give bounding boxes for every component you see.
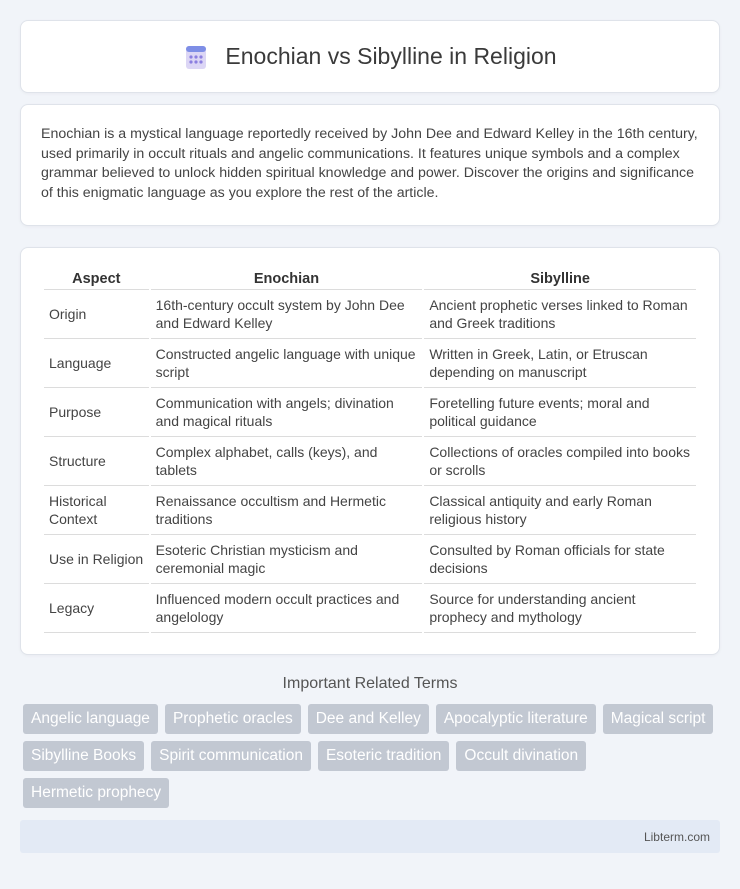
tag-dee-and-kelley[interactable]: Dee and Kelley bbox=[308, 704, 429, 734]
related-terms-list bbox=[20, 704, 720, 808]
tag-sibylline-books[interactable]: Sibylline Books bbox=[23, 741, 144, 771]
header-sibylline: Sibylline bbox=[424, 268, 696, 290]
tag-occult-divination[interactable]: Occult divination bbox=[456, 741, 586, 771]
table-header-row bbox=[44, 268, 696, 290]
table-row bbox=[44, 486, 696, 535]
cell-sibylline: Foretelling future events; moral and political guidance bbox=[424, 388, 696, 437]
document-icon bbox=[183, 44, 209, 70]
footer bbox=[20, 820, 720, 853]
cell-aspect: Use in Religion bbox=[44, 535, 149, 584]
cell-sibylline: Written in Greek, Latin, or Etruscan depending on manuscript bbox=[424, 339, 696, 388]
related-terms-heading: Important Related Terms bbox=[282, 675, 458, 692]
cell-enochian: Complex alphabet, calls (keys), and tablets bbox=[151, 437, 423, 486]
page-title: Enochian vs Sibylline in Religion bbox=[225, 43, 557, 69]
cell-aspect: Purpose bbox=[44, 388, 149, 437]
header-aspect: Aspect bbox=[44, 268, 149, 290]
tag-hermetic-prophecy[interactable]: Hermetic prophecy bbox=[23, 778, 169, 808]
cell-aspect: Historical Context bbox=[44, 486, 149, 535]
table-row bbox=[44, 584, 696, 633]
cell-sibylline: Collections of oracles compiled into books or scrolls bbox=[424, 437, 696, 486]
footer-site-link[interactable]: Libterm.com bbox=[643, 829, 710, 844]
cell-sibylline: Consulted by Roman officials for state decisions bbox=[424, 535, 696, 584]
intro-card bbox=[20, 104, 720, 226]
comparison-table-card bbox=[20, 247, 720, 655]
cell-enochian: Constructed angelic language with unique script bbox=[151, 339, 423, 388]
cell-enochian: Esoteric Christian mysticism and ceremonial magic bbox=[151, 535, 423, 584]
cell-sibylline: Classical antiquity and early Roman religious history bbox=[424, 486, 696, 535]
cell-enochian: Communication with angels; divination and magical rituals bbox=[151, 388, 423, 437]
table-row bbox=[44, 437, 696, 486]
cell-aspect: Legacy bbox=[44, 584, 149, 633]
table-row bbox=[44, 535, 696, 584]
comparison-table bbox=[42, 268, 698, 633]
tag-spirit-communication[interactable]: Spirit communication bbox=[151, 741, 311, 771]
cell-enochian: 16th-century occult system by John Dee and Edward Kelley bbox=[151, 290, 423, 339]
title-card bbox=[20, 20, 720, 93]
cell-aspect: Structure bbox=[44, 437, 149, 486]
tag-magical-script[interactable]: Magical script bbox=[603, 704, 714, 734]
table-row bbox=[44, 290, 696, 339]
table-row bbox=[44, 388, 696, 437]
tag-esoteric-tradition[interactable]: Esoteric tradition bbox=[318, 741, 449, 771]
tag-prophetic-oracles[interactable]: Prophetic oracles bbox=[165, 704, 301, 734]
cell-enochian: Renaissance occultism and Hermetic traditions bbox=[151, 486, 423, 535]
cell-sibylline: Ancient prophetic verses linked to Roman and Greek traditions bbox=[424, 290, 696, 339]
table-row bbox=[44, 339, 696, 388]
cell-sibylline: Source for understanding ancient prophecy and mythology bbox=[424, 584, 696, 633]
tag-angelic-language[interactable]: Angelic language bbox=[23, 704, 158, 734]
tag-apocalyptic-literature[interactable]: Apocalyptic literature bbox=[436, 704, 596, 734]
cell-aspect: Origin bbox=[44, 290, 149, 339]
intro-text: Enochian is a mystical language reportedly received by John Dee and Edward Kelley in the 16th century, used primarily in occult rituals and angelic communications. It features unique symbols and a complex grammar believed to unlock hidden spiritual knowledge and power. Discover the origins and significance of this enigmatic language as you explore the rest of the article. bbox=[41, 126, 698, 201]
header-enochian: Enochian bbox=[151, 268, 423, 290]
cell-aspect: Language bbox=[44, 339, 149, 388]
cell-enochian: Influenced modern occult practices and angelology bbox=[151, 584, 423, 633]
